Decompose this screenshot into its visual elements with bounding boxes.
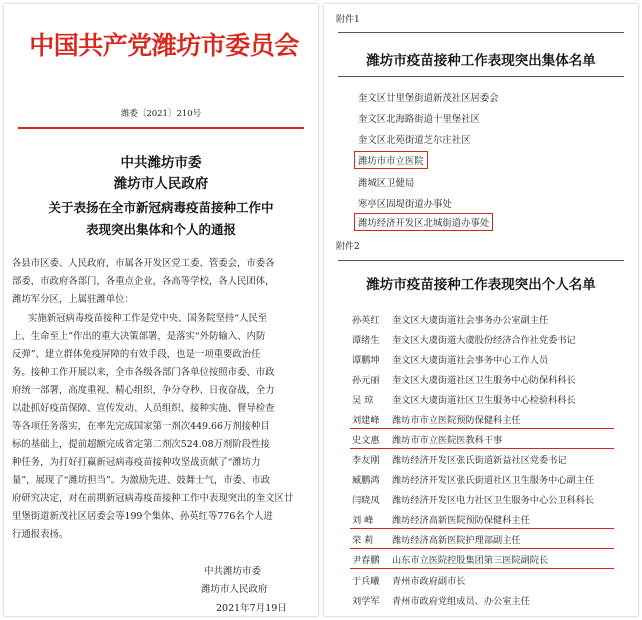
list-item [352, 552, 548, 566]
person-position: 奎文区大虞街道社区卫生服务中心防保科科长 [392, 375, 576, 386]
person-name: 谭鹏坤 [352, 355, 380, 366]
person-name: 刘 峰 [352, 515, 374, 526]
list-item [352, 412, 521, 426]
person-name: 尹春鹏 [352, 555, 380, 566]
body-line: 府统一部署，高度重视、精心组织，争分夺秒、日夜奋战，全力 [12, 385, 275, 396]
person-name: 刘建峰 [352, 415, 380, 426]
collective-item: 潍城区卫健局 [358, 178, 415, 189]
person-name: 荣 莉 [352, 535, 374, 546]
person-position: 奎文区大虞街道社区卫生服务中心检验科科长 [392, 395, 576, 406]
person-name: 闫晓凤 [352, 495, 380, 506]
body-line: 里堡街道新茂社区居委会等199个集体、孙英红等776名个人进 [12, 511, 273, 522]
list-item [352, 372, 576, 386]
list-item [352, 312, 548, 326]
list-item [352, 332, 576, 346]
person-position: 潍坊市市立医院医教科干事 [392, 435, 503, 446]
issuer-line-1: 中共潍坊市委 [120, 155, 202, 171]
divider [338, 260, 624, 261]
collective-item: 寒亭区固堤街道办事处 [358, 199, 452, 210]
highlight-underline [350, 528, 614, 529]
person-position: 潍坊经济高新医院护理部副主任 [392, 535, 521, 546]
list-item [352, 472, 594, 486]
body-line: 反弹”、建立群体免疫屏障的有效手段，也是一项重要政治任 [12, 349, 261, 360]
list-item [352, 352, 548, 366]
annex-2-label: 附件2 [336, 242, 360, 252]
person-name: 孙元丽 [352, 375, 380, 386]
list-item [352, 512, 530, 526]
body-line: 量”，展现了“潍坊担当”。为激励先进、鼓舞士气，市委、市政 [12, 475, 271, 486]
person-name: 于兵曦 [352, 576, 380, 587]
person-name: 李友刚 [352, 455, 380, 466]
document-number: 潍委〔2021〕210号 [120, 109, 202, 119]
person-position: 潍坊市市立医院预防保健科主任 [392, 415, 521, 426]
collective-item: 奎文区北海路街道十里堡社区 [358, 114, 480, 125]
list-item [352, 492, 594, 506]
person-name: 吴 琼 [352, 395, 374, 406]
collective-item: 奎文区廿里堡街道新茂社区居委会 [358, 93, 499, 104]
body-line: 行通报表扬。 [12, 529, 69, 540]
notice-title-line-2: 表现突出集体和个人的通报 [85, 222, 236, 237]
divider [338, 76, 624, 77]
person-name: 臧鹏鸿 [352, 475, 380, 486]
person-position: 奎文区大虞街道社会事务办公室副主任 [392, 315, 549, 326]
highlight-underline [350, 548, 614, 549]
notice-date: 2021年7月19日 [216, 603, 287, 614]
issuer-line-2: 潍坊市人民政府 [113, 176, 209, 192]
person-name: 史文惠 [352, 435, 380, 446]
highlight-underline [350, 428, 614, 429]
signature-party-committee: 中共潍坊市委 [204, 566, 262, 577]
collective-item: 奎文区北苑街道芝尔庄社区 [358, 135, 471, 146]
notice-title-line-1: 关于表扬在全市新冠病毒疫苗接种工作中 [48, 200, 274, 215]
person-position: 青州市政府党组成员、办公室主任 [392, 596, 530, 607]
body-line: 潍坊军分区，上属驻潍单位： [12, 294, 134, 305]
collective-list-title: 潍坊市疫苗接种工作表现突出集体名单 [366, 53, 596, 69]
person-position: 青州市政府副市长 [392, 576, 466, 587]
body-line: 种任务，为打好打赢新冠病毒疫苗接种攻坚战贡献了“潍坊力 [12, 457, 261, 468]
annex-1-label: 附件1 [336, 15, 360, 25]
body-line: 上、生命至上”作出的重大决策部署，是落实“外防输入、内防 [12, 331, 266, 342]
collective-item-highlighted: 潍坊市市立医院 [354, 151, 428, 169]
list-item [352, 392, 576, 406]
list-item [352, 593, 530, 607]
person-position: 潍坊经济开发区张氏街道新益社区党委书记 [392, 455, 567, 466]
body-line: 部委，市政府各部门，各重点企业，各高等学校，各人民团体， [12, 276, 275, 287]
person-position: 奎文区大虞街道大虞股份经济合作社党委书记 [392, 335, 576, 346]
signature-government: 潍坊市人民政府 [201, 584, 268, 595]
annex-page [324, 4, 638, 616]
body-line: 务。接种工作开展以来，全市各级各部门各单位按照市委、市政 [12, 367, 275, 378]
highlight-underline [350, 568, 614, 569]
person-position: 奎文区大虞街道社会事务中心工作人员 [392, 355, 549, 366]
notice-page [4, 4, 318, 616]
body-line: 标的基础上，提前超额完成省定第二剂次524.08万剂阶段性接 [12, 439, 270, 450]
divider [338, 32, 624, 33]
body-line: 等各项任务落实，在率先完成国家第一剂次449.66万剂接种目 [12, 421, 270, 432]
person-position: 潍坊经济高新医院预防保健科主任 [392, 515, 530, 526]
list-item [352, 532, 521, 546]
person-name: 刘学军 [352, 596, 380, 607]
person-name: 孙英红 [352, 315, 380, 326]
person-position: 潍坊经济开发区张氏街道社区卫生服务中心副主任 [392, 475, 595, 486]
person-position: 山东市立医院控股集团第三医院副院长 [392, 555, 549, 566]
list-item [352, 573, 466, 587]
letterhead-divider [18, 127, 304, 129]
body-line: 府研究决定，对在前期新冠病毒疫苗接种工作中表现突出的奎文区廿 [12, 493, 294, 504]
person-position: 潍坊经济开发区电力社区卫生服务中心公卫科科长 [392, 495, 595, 506]
individual-list-title: 潍坊市疫苗接种工作表现突出个人名单 [366, 277, 596, 293]
body-line: 实施新冠病毒疫苗接种工作是党中央、国务院坚持“人民至 [28, 313, 268, 324]
highlight-underline [350, 448, 614, 449]
body-line: 各县市区委、人民政府，市属各开发区党工委、管委会，市委各 [12, 258, 275, 269]
person-name: 谭绪生 [352, 335, 380, 346]
list-item [352, 452, 567, 466]
collective-item-highlighted: 潍坊经济开发区北城街道办事处 [354, 213, 493, 231]
list-item [352, 432, 502, 446]
body-line: 以赴抓好疫苗保障、宣传发动、人员组织、接种实施、督导检查 [12, 403, 275, 414]
letterhead-title: 中国共产党潍坊市委员会 [29, 31, 299, 60]
